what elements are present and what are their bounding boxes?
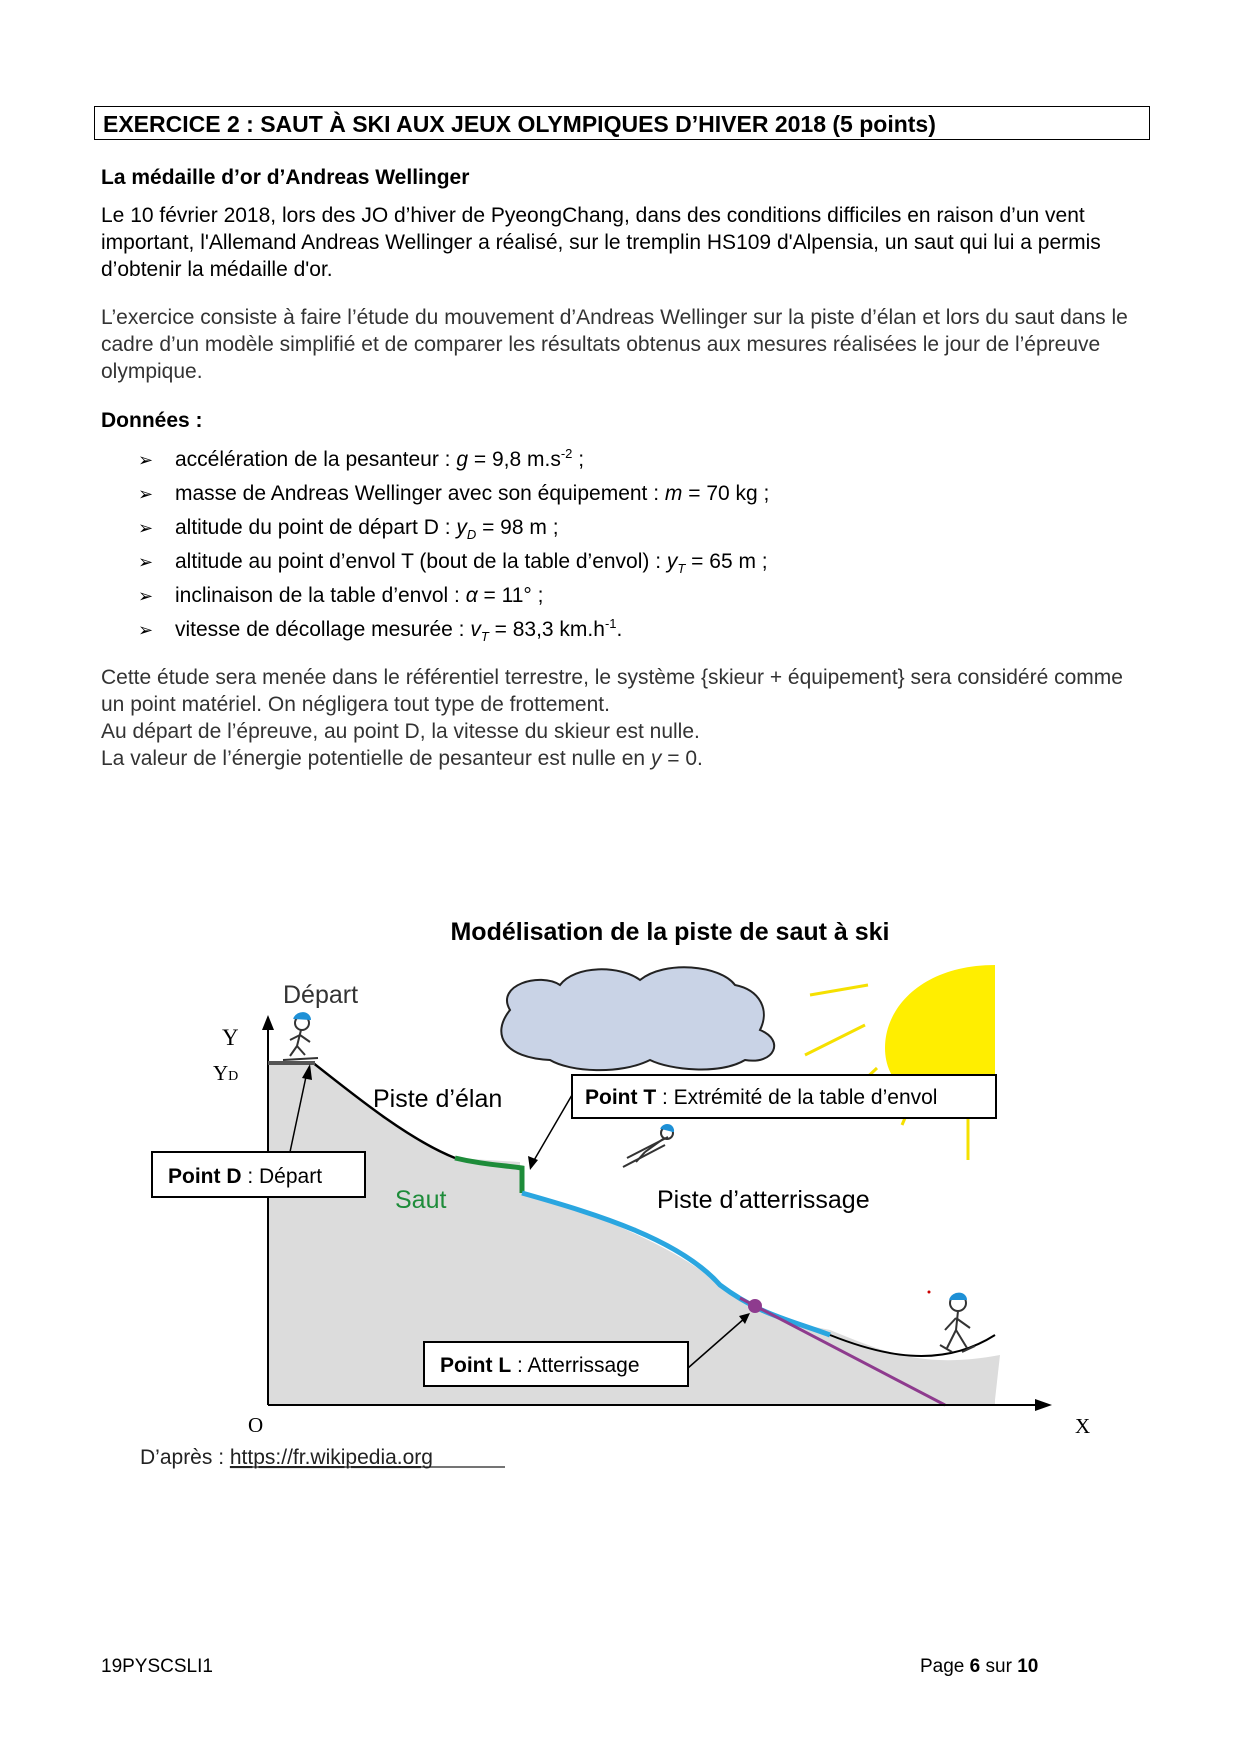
skier-flying-icon [623, 1125, 673, 1167]
conditions-line-2: Au départ de l’épreuve, au point D, la vitesse du skieur est nulle. [101, 720, 700, 743]
exercise-title: EXERCICE 2 : SAUT À SKI AUX JEUX OLYMPIQUES D’HIVER 2018 (5 points) [103, 111, 936, 137]
y-axis-label: Y [222, 1025, 239, 1050]
red-dot [928, 1291, 931, 1294]
skier-start-icon [283, 1013, 318, 1060]
objective-paragraph: L’exercice consiste à faire l’étude du mouvement d’Andreas Wellinger sur la piste d’élan et lors du saut dans le cadre d’un modèle simplifié et de comparer les résultats obtenus aux mesures réalisées le jour de l’épreuve olympique. [101, 306, 1128, 383]
conditions-line-1: Cette étude sera menée dans le référentiel terrestre, le système {skieur + équipement} sera considéré comme un point matériel. On négligera tout type de frottement. [101, 666, 1123, 716]
cloud-icon [501, 967, 774, 1070]
conditions-line-3: La valeur de l’énergie potentielle de pesanteur est nulle en y = 0. [101, 747, 703, 770]
source-credit: D’après : https://fr.wikipedia.org [140, 1446, 433, 1469]
y-axis-arrow-icon [262, 1015, 274, 1030]
depart-label: Départ [283, 981, 359, 1009]
piste-elan-label: Piste d’élan [373, 1085, 503, 1113]
data-item: ➢ vitesse de décollage mesurée : $v_T = 83,3$ $km.h^{-1}$. [138, 613, 769, 647]
figure-title: Modélisation de la piste de saut à ski [450, 918, 890, 946]
sun-icon [805, 965, 995, 1160]
piste-atterrissage-label: Piste d’atterrissage [657, 1186, 870, 1214]
footer-code: 19PYSCSLI1 [101, 1656, 213, 1677]
skier-end-icon [940, 1294, 975, 1352]
point-t-arrow-icon [528, 1156, 538, 1170]
bullet-arrow-icon: ➢ [138, 518, 154, 538]
bullet-arrow-icon: ➢ [138, 484, 154, 504]
data-item: ➢ accélération de la pesanteur : g = 9,8 $m.s^{-2}$ ; [138, 443, 769, 477]
point-l-label: Point L : Atterrissage [440, 1354, 640, 1377]
point-t-pointer [533, 1095, 572, 1162]
x-axis-arrow-icon [1035, 1399, 1052, 1411]
data-item: ➢ masse de Andreas Wellinger avec son équipement : m = 70 kg ; [138, 477, 769, 511]
x-axis-label: X [1075, 1414, 1091, 1438]
bullet-arrow-icon: ➢ [138, 620, 154, 640]
data-item: ➢ altitude au point d’envol T (bout de la table d’envol) : $y_T = 65$ m ; [138, 545, 769, 579]
data-item: ➢ inclinaison de la table d’envol : α = 11° ; [138, 579, 769, 613]
yd-label: YD [213, 1061, 239, 1085]
bullet-arrow-icon: ➢ [138, 450, 154, 470]
intro-paragraph: Le 10 février 2018, lors des JO d’hiver de PyeongChang, dans des conditions difficiles en raison d’un vent important, l'Allemand Andreas Wellinger a réalisé, sur le tremplin HS109 d'Alpensia, un saut qui lui a permis d’obtenir la médaille d'or. [101, 204, 1101, 281]
origin-label: O [248, 1413, 264, 1437]
saut-label: Saut [395, 1186, 447, 1214]
page-number: Page 6 sur 10 [920, 1656, 1039, 1677]
point-l-marker [748, 1299, 762, 1313]
data-heading: Données : [101, 409, 203, 432]
point-d-label: Point D : Départ [168, 1165, 323, 1188]
point-t-label: Point T : Extrémité de la table d’envol [585, 1086, 938, 1109]
data-item: ➢ altitude du point de départ D : $y_D = 98$ m ; [138, 511, 769, 545]
bullet-arrow-icon: ➢ [138, 586, 154, 606]
bullet-arrow-icon: ➢ [138, 552, 154, 572]
section-subtitle: La médaille d’or d’Andreas Wellinger [101, 166, 470, 189]
